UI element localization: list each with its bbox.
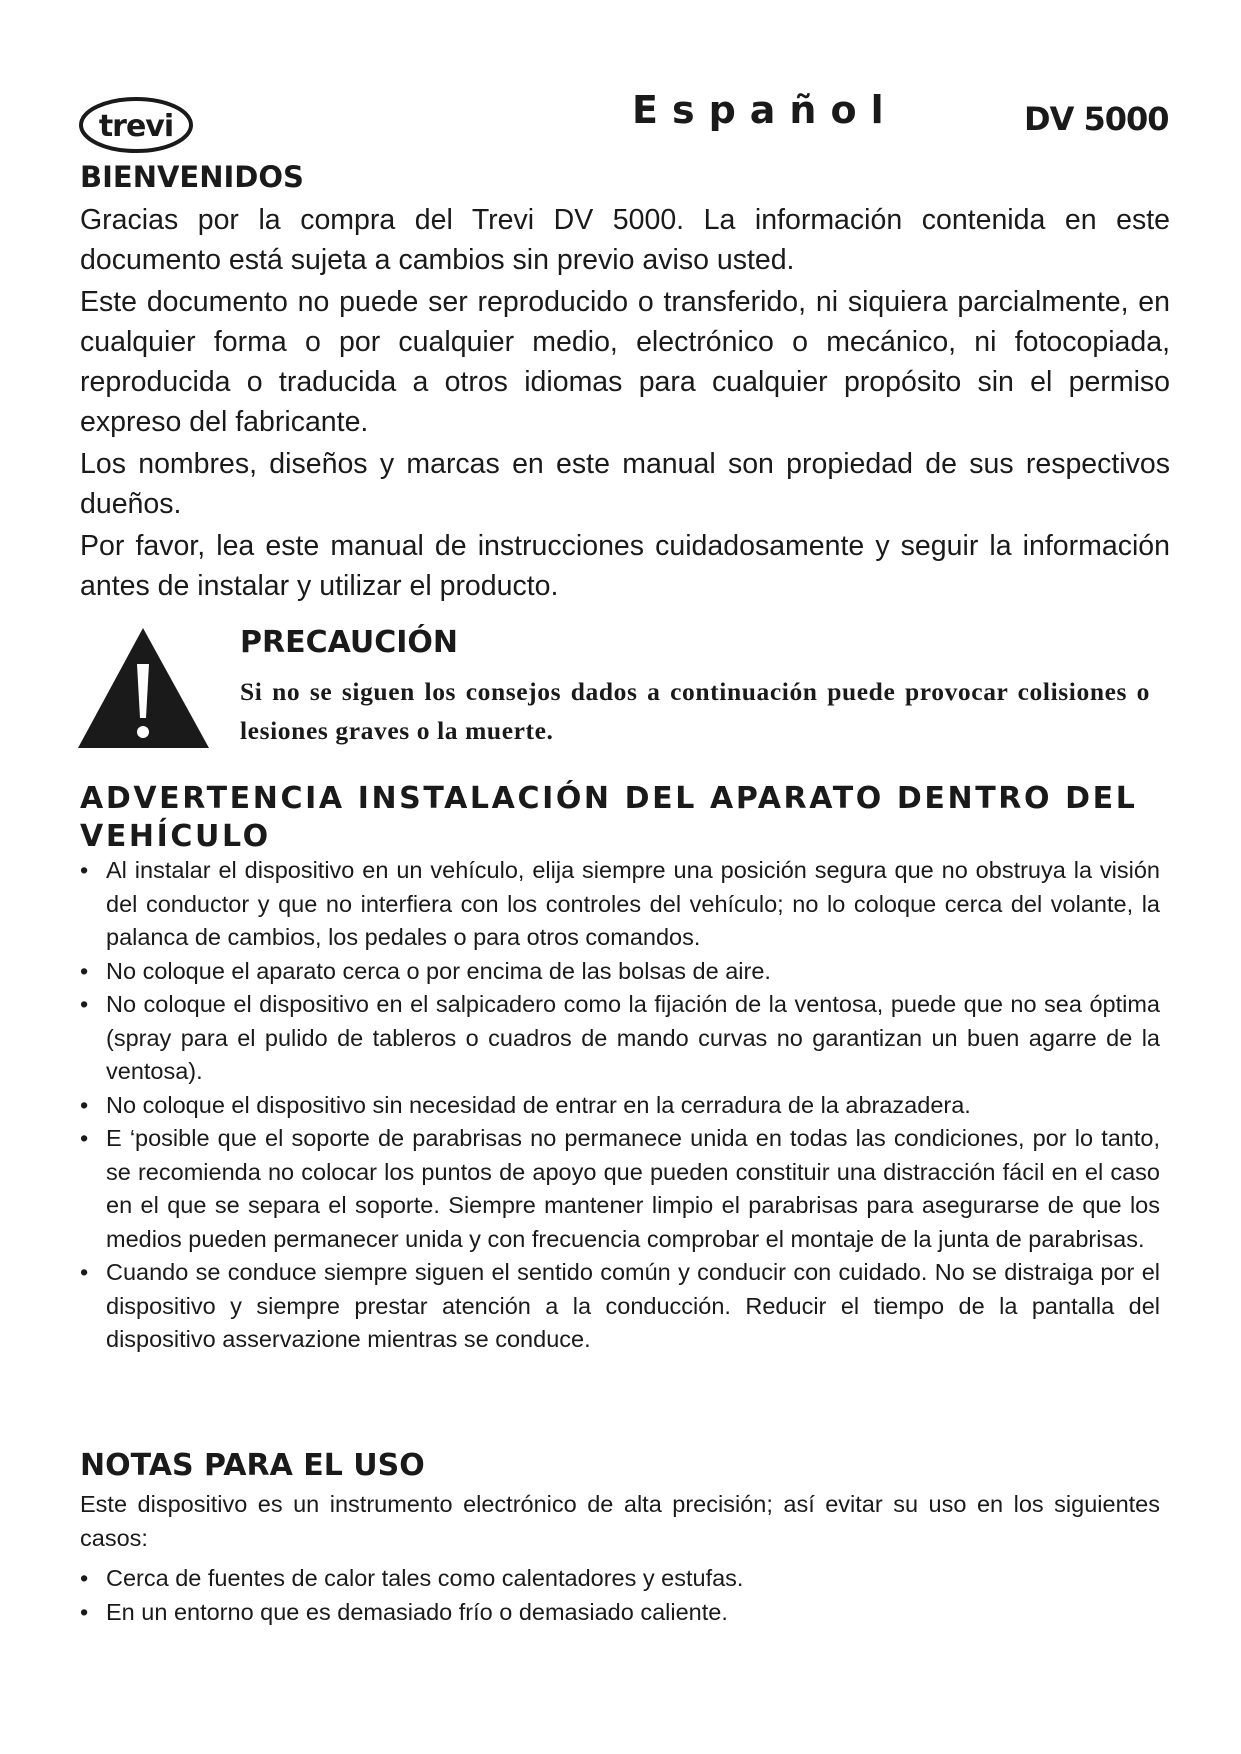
section-title-notas: NOTAS PARA EL USO — [80, 1448, 425, 1483]
precaucion-text: Si no se siguen los consejos dados a continuación puede provocar colisiones o lesiones graves o la muerte. — [240, 677, 1150, 745]
section-title-bienvenidos: BIENVENIDOS — [80, 160, 304, 194]
logo-text: trevi — [98, 109, 174, 144]
list-item: • No coloque el dispositivo sin necesidad de entrar en la cerradura de la abrazadera. — [80, 1089, 1160, 1123]
notas-list — [80, 1562, 1160, 1629]
list-item: • Al instalar el dispositivo en un vehículo, elija siempre una posición segura que no obstruya la visión del conductor y que no interfiera con los controles del vehículo; no lo coloque cerca del volante, la palanca de cambios, los pedales o para otros comandos. — [80, 854, 1160, 955]
model-label: DV 5000 — [1024, 100, 1169, 138]
list-item: • E ‘posible que el soporte de parabrisas no permanece unida en todas las condiciones, por lo tanto, se recomienda no colocar los puntos de apoyo que pueden constituir una distracción fácil en el caso en el que se separa el soporte. Siempre mantener limpio el parabrisas para asegurarse de que los medios pueden permanecer unida y con frecuencia comprobar el montaje de la junta de parabrisas. — [80, 1122, 1160, 1256]
list-item: • Cerca de fuentes de calor tales como calentadores y estufas. — [80, 1562, 1160, 1596]
bienvenidos-body — [80, 200, 1170, 606]
bienvenidos-paragraph: Por favor, lea este manual de instrucciones cuidadosamente y seguir la información antes de instalar y utilizar el producto. — [80, 530, 1170, 602]
trevi-logo — [78, 96, 194, 154]
list-item: • Cuando se conduce siempre siguen el sentido común y conducir con cuidado. No se distraiga por el dispositivo y siempre prestar atención a la conducción. Reducir el tiempo de la pantalla del dispositivo asservazione mientras se conduce. — [80, 1256, 1160, 1357]
notas-intro: Este dispositivo es un instrumento electrónico de alta precisión; así evitar su uso en los siguientes casos: — [80, 1491, 1160, 1551]
section-title-advertencia: ADVERTENCIA INSTALACIÓN DEL APARATO DENTRO DEL VEHÍCULO — [80, 781, 1138, 854]
advertencia-list — [80, 854, 1160, 1357]
list-item: • En un entorno que es demasiado frío o demasiado caliente. — [80, 1596, 1160, 1630]
bienvenidos-paragraph: Este documento no puede ser reproducido o transferido, ni siquiera parcialmente, en cualquier forma o por cualquier medio, electrónico o mecánico, ni fotocopiada, reproducida o traducida a otros idiomas para cualquier propósito sin el permiso expreso del fabricante. — [80, 286, 1170, 438]
warning-triangle-icon — [76, 626, 211, 750]
list-item: • No coloque el dispositivo en el salpicadero como la fijación de la ventosa, puede que no sea óptima (spray para el pulido de tableros o cuadros de mando curvas no garantizan un buen agarre de la ventosa). — [80, 988, 1160, 1089]
list-item: • No coloque el aparato cerca o por encima de las bolsas de aire. — [80, 955, 1160, 989]
language-title: Español — [632, 88, 898, 132]
bienvenidos-paragraph: Los nombres, diseños y marcas en este manual son propiedad de sus respectivos dueños. — [80, 448, 1170, 520]
bienvenidos-paragraph: Gracias por la compra del Trevi DV 5000. La información contenida en este documento está sujeta a cambios sin previo aviso usted. — [80, 204, 1170, 276]
section-title-precaucion: PRECAUCIÓN — [240, 625, 459, 660]
